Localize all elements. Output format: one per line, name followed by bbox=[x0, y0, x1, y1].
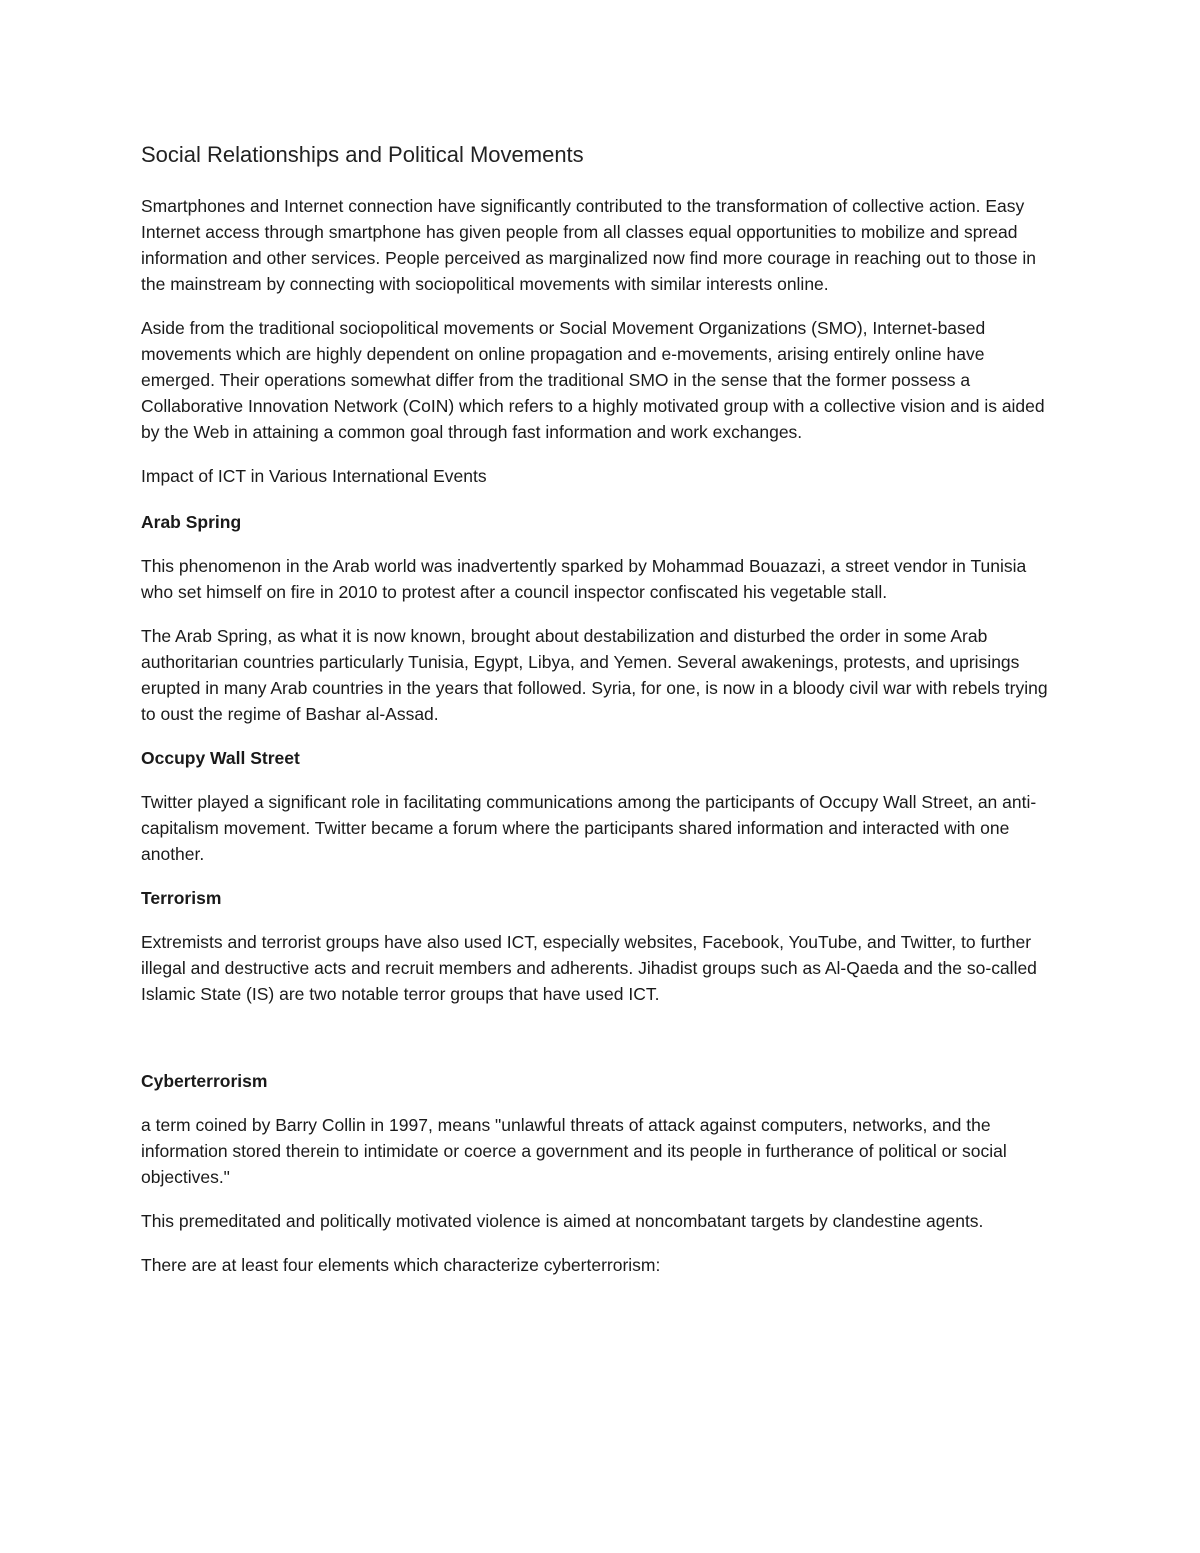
intro-paragraph-2: Aside from the traditional sociopolitical movements or Social Movement Organizations (SMO), Internet-based movements which are highly dependent on online propagation and e-movements, arising entirely online have emerged. Their operations somewhat differ from the traditional SMO in the sense that the former possess a Collaborative Innovation Network (CoIN) which refers to a highly motivated group with a collective vision and is aided by the Web in attaining a common goal through fast information and work exchanges. bbox=[141, 318, 1045, 442]
document-title: Social Relationships and Political Movements bbox=[141, 142, 584, 167]
section-subhead: Impact of ICT in Various International Events bbox=[141, 466, 487, 486]
document-page bbox=[141, 140, 1061, 1296]
occupy-paragraph-1: Twitter played a significant role in facilitating communications among the participants of Occupy Wall Street, an anti-capitalism movement. Twitter became a forum where the participants shared information and interacted with one another. bbox=[141, 792, 1037, 864]
heading-arab-spring: Arab Spring bbox=[141, 512, 242, 532]
arab-spring-paragraph-1: This phenomenon in the Arab world was inadvertently sparked by Mohammad Bouazazi, a street vendor in Tunisia who set himself on fire in 2010 to protest after a council inspector confiscated his vegetable stall. bbox=[141, 556, 1027, 602]
heading-terrorism: Terrorism bbox=[141, 888, 222, 908]
intro-paragraph-1: Smartphones and Internet connection have significantly contributed to the transformation of collective action. Easy Internet access through smartphone has given people from all classes equal opportunities to mobilize and spread information and other services. People perceived as marginalized now find more courage in reaching out to those in the mainstream by connecting with sociopolitical movements with similar interests online. bbox=[141, 196, 1036, 294]
blank-spacer bbox=[141, 1025, 1061, 1068]
terrorism-paragraph-1: Extremists and terrorist groups have also used ICT, especially websites, Facebook, YouTube, and Twitter, to further illegal and destructive acts and recruit members and adherents. Jihadist groups such as Al-Qaeda and the so-called Islamic State (IS) are two notable terror groups that have used ICT. bbox=[141, 932, 1037, 1004]
heading-occupy-wall-street: Occupy Wall Street bbox=[141, 748, 300, 768]
cyberterrorism-paragraph-1: a term coined by Barry Collin in 1997, means "unlawful threats of attack against computers, networks, and the information stored therein to intimidate or coerce a government and its people in furtherance of political or social objectives." bbox=[141, 1115, 1007, 1187]
cyberterrorism-paragraph-2: This premeditated and politically motivated violence is aimed at noncombatant targets by clandestine agents. bbox=[141, 1211, 984, 1231]
heading-cyberterrorism: Cyberterrorism bbox=[141, 1071, 268, 1091]
arab-spring-paragraph-2: The Arab Spring, as what it is now known, brought about destabilization and disturbed the order in some Arab authoritarian countries particularly Tunisia, Egypt, Libya, and Yemen. Several awakenings, protests, and uprisings erupted in many Arab countries in the years that followed. Syria, for one, is now in a bloody civil war with rebels trying to oust the regime of Bashar al-Assad. bbox=[141, 626, 1048, 724]
cyberterrorism-paragraph-3: There are at least four elements which characterize cyberterrorism: bbox=[141, 1255, 661, 1275]
